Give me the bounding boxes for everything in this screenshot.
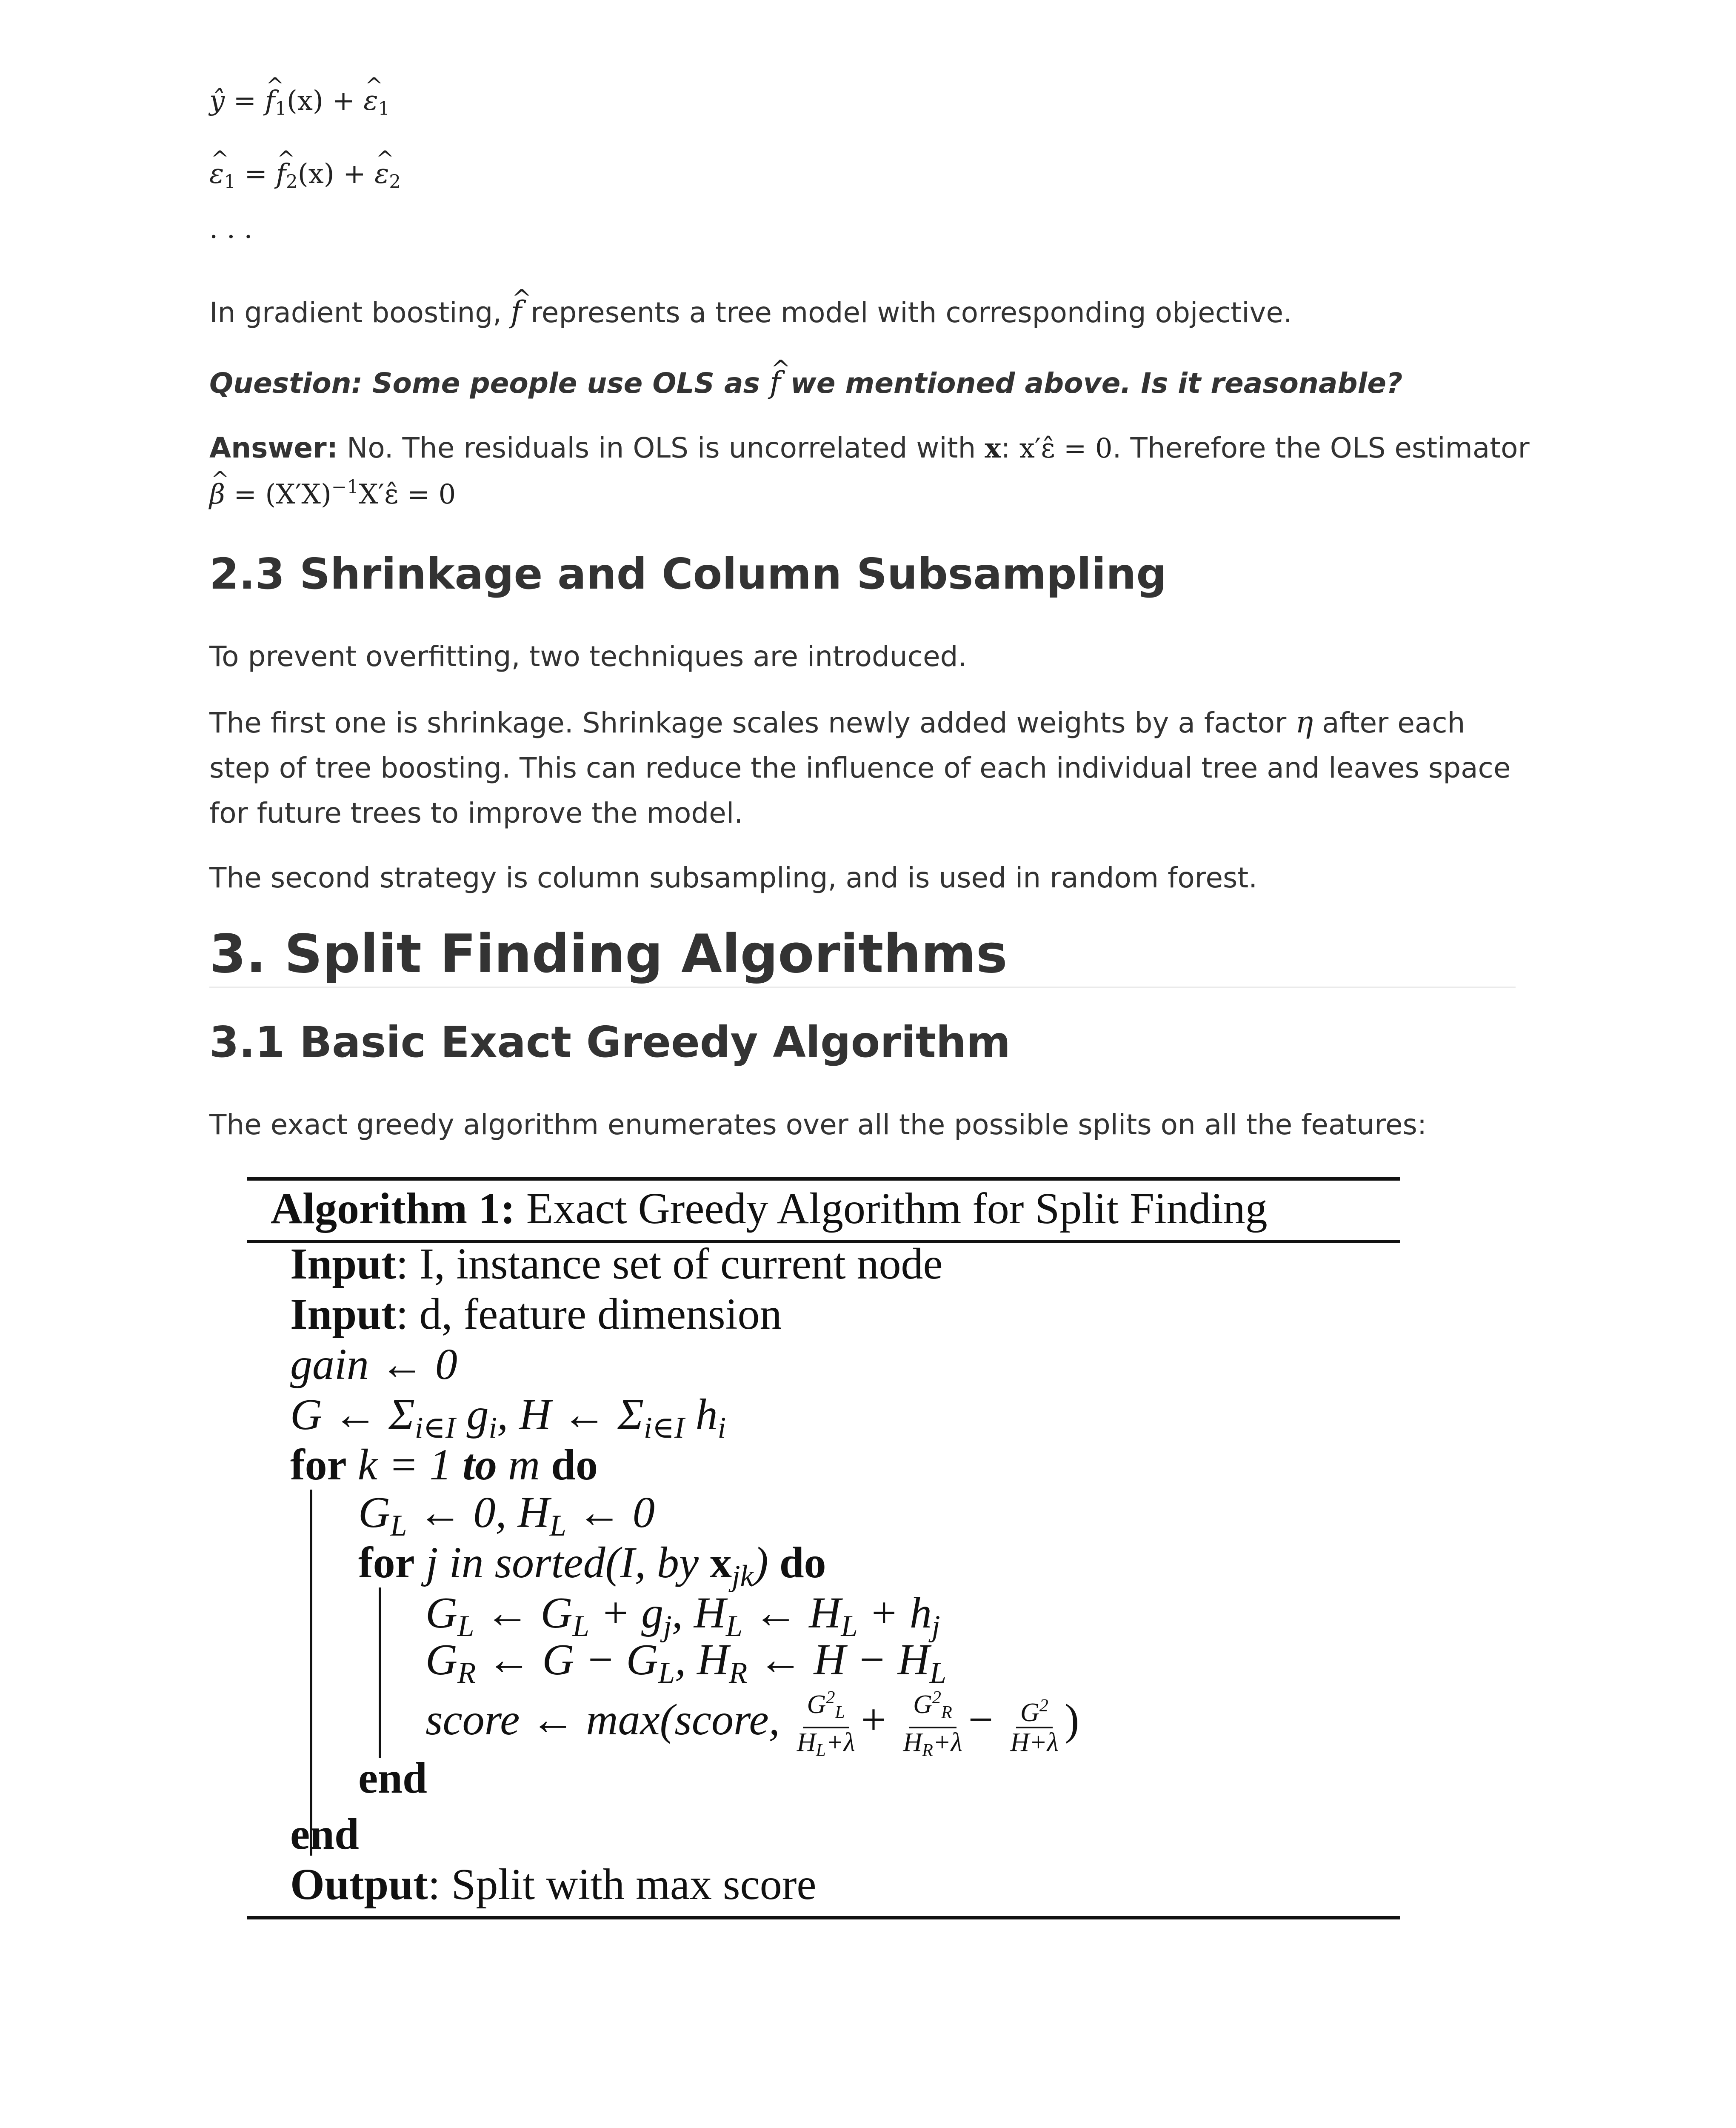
eq2-eps-sub: 2 xyxy=(389,172,401,193)
upd1-HL2-sub: L xyxy=(841,1609,858,1643)
algorithm-GL-HL-init xyxy=(358,1487,655,1543)
score-close-paren: ) xyxy=(1064,1695,1079,1744)
eq1-plus: + xyxy=(332,85,355,117)
inner-x: x xyxy=(710,1538,732,1587)
upd1-HL-sub: L xyxy=(725,1609,743,1643)
para-gb-after: represents a tree model with corresponding objective. xyxy=(522,296,1293,329)
algorithm-input-1 xyxy=(290,1238,943,1289)
eq1-eps-sub: 1 xyxy=(378,98,390,120)
upd1-G2: G xyxy=(540,1588,573,1637)
algorithm-score-update xyxy=(425,1684,1079,1765)
input-kw-1: Input xyxy=(290,1239,396,1288)
eq2-lhs: ^ ε xyxy=(209,158,224,190)
eq1-lhs: ŷ xyxy=(209,85,225,117)
algorithm-label: Algorithm 1: xyxy=(271,1184,515,1233)
algorithm-end-outer: end xyxy=(290,1810,359,1859)
frac2-num-sup: 2 xyxy=(932,1688,941,1708)
answer-math2-sup: −1 xyxy=(331,477,359,498)
frac-left xyxy=(797,1684,855,1765)
answer-line-1 xyxy=(209,426,1571,471)
frac2-den-tail: +λ xyxy=(933,1728,962,1757)
eq1-arg: (x) xyxy=(286,85,323,117)
section-3-heading: 3. Split Finding Algorithms xyxy=(209,924,1008,985)
inner-do-kw: do xyxy=(779,1538,826,1587)
answer-math1: x′ε̂ = 0 xyxy=(1019,433,1113,464)
eq2-plus: + xyxy=(343,158,366,190)
H-h-sub: i xyxy=(717,1411,726,1444)
para-shrink-before: The first one is shrinkage. Shrinkage scales newly added weights by a factor xyxy=(209,706,1296,739)
frac1-den-sub: L xyxy=(816,1740,826,1760)
para-second-strategy: The second strategy is column subsampling, and is used in random forest. xyxy=(209,861,1258,894)
input-kw-2: Input xyxy=(290,1290,396,1339)
upd1-GL-sub: L xyxy=(457,1609,474,1643)
algorithm-gain-init: gain ← 0 xyxy=(290,1340,457,1389)
output-text: : Split with max score xyxy=(428,1860,817,1909)
H-h: h xyxy=(684,1390,718,1439)
upd1-arrow-H: ← H xyxy=(742,1588,841,1637)
G-sum: G ← Σ xyxy=(290,1390,415,1439)
score-plus: + xyxy=(861,1695,886,1744)
G-g: g xyxy=(455,1390,489,1439)
algorithm-bottom-rule xyxy=(247,1916,1400,1919)
eq2-arg: (x) xyxy=(297,158,334,190)
algorithm-update-left: $G_L$ ← $G_L + g_j$, $H_L$ ← $H_L + h_j$ xyxy=(425,1588,940,1643)
init-H-sub: L xyxy=(549,1509,566,1542)
eq2-lhs-sub: 1 xyxy=(224,172,236,193)
init-rest: ← 0, H xyxy=(407,1488,550,1537)
inner-close: ) xyxy=(754,1538,779,1587)
inner-x-sub: jk xyxy=(732,1559,754,1593)
para-shrinkage xyxy=(209,700,1511,836)
frac1-den: H xyxy=(797,1728,816,1757)
upd2-G: G xyxy=(425,1635,458,1684)
equation-yhat xyxy=(209,85,390,120)
input-2-text: : d, feature dimension xyxy=(396,1290,782,1339)
upd1-GL2-sub: L xyxy=(572,1609,589,1643)
algorithm-title-text: Exact Greedy Algorithm for Split Finding xyxy=(515,1184,1268,1233)
frac2-num-sub: R xyxy=(941,1702,952,1722)
init-tail: ← 0 xyxy=(566,1488,655,1537)
frac2-den-sub: R xyxy=(922,1740,933,1760)
upd2-HL-sub: L xyxy=(929,1656,947,1690)
upd2-rest: ← G − G xyxy=(476,1635,658,1684)
upd1-plus-h: + h xyxy=(857,1588,932,1637)
frac3-num-sup: 2 xyxy=(1039,1695,1048,1716)
algorithm-end-inner: end xyxy=(358,1753,427,1802)
question-after: we mentioned above. Is it reasonable? xyxy=(780,367,1403,400)
input-1-text: : I, instance set of current node xyxy=(396,1239,943,1288)
upd1-plus-g: + g xyxy=(589,1588,664,1637)
to-kw: to xyxy=(463,1440,497,1489)
upd1-g-sub: j xyxy=(663,1609,672,1643)
answer-text1: No. The residuals in OLS is uncorrelated with xyxy=(338,432,985,464)
algorithm-outer-bar xyxy=(310,1490,312,1856)
eq2-eps: ^ ε xyxy=(374,158,389,190)
upd2-GR-sub: R xyxy=(457,1656,476,1690)
eq2-fhat: ^ f xyxy=(276,158,286,190)
for-kw: for xyxy=(290,1440,347,1489)
answer-math2-tail: X′ε̂ = 0 xyxy=(359,478,456,510)
algorithm-title xyxy=(271,1183,1268,1234)
question-text xyxy=(209,360,1571,406)
score-minus: − xyxy=(968,1695,994,1744)
frac3-den: H+λ xyxy=(1010,1728,1059,1757)
init-G-sub: L xyxy=(390,1509,407,1542)
eq1-equals: = xyxy=(233,85,257,117)
frac1-num-sub: L xyxy=(835,1702,845,1722)
init-G: G xyxy=(358,1488,391,1537)
para-gb-before: In gradient boosting, xyxy=(209,296,511,329)
upd2-H-rest: ← H − H xyxy=(747,1635,930,1684)
algorithm-inner-for xyxy=(358,1537,826,1593)
frac3-num: G xyxy=(1020,1698,1039,1727)
answer-x: x xyxy=(985,432,1001,464)
frac1-den-tail: +λ xyxy=(825,1728,855,1757)
question-fhat: ^ f xyxy=(770,360,781,405)
algorithm-update-right xyxy=(425,1634,946,1690)
frac-right xyxy=(903,1684,962,1765)
eq2-equals: = xyxy=(244,158,267,190)
H-sum: , H ← Σ xyxy=(497,1390,644,1439)
inner-for-text: j in sorted(I, by xyxy=(414,1538,710,1587)
algorithm-for-k xyxy=(290,1439,598,1490)
for-rest: k = 1 xyxy=(346,1440,463,1489)
algorithm-G-H-init xyxy=(290,1389,726,1445)
answer-colon: : xyxy=(1001,432,1019,464)
G-g-sub: i xyxy=(488,1411,497,1444)
answer-line-2 xyxy=(209,477,456,510)
score-lhs: score ← max(score, xyxy=(425,1695,780,1744)
G-sum-sub: i∈I xyxy=(414,1411,456,1444)
upd2-HR-sub: R xyxy=(729,1656,748,1690)
upd1-G: G xyxy=(425,1588,458,1637)
section-3-divider xyxy=(209,987,1516,988)
eq1-fsub: 1 xyxy=(275,98,287,120)
eq2-fsub: 2 xyxy=(286,172,298,193)
para-shrink-after: after each step of tree boosting. This can reduce the influence of each individual tree and leaves space for future trees to improve the model. xyxy=(209,706,1511,829)
frac1-num-sup: 2 xyxy=(826,1688,835,1708)
for-m: m xyxy=(497,1440,551,1489)
upd2-GL-sub: L xyxy=(658,1656,675,1690)
eq1-fhat: ^ f xyxy=(265,85,275,117)
do-kw: do xyxy=(551,1440,598,1489)
answer-beta: ^ β xyxy=(209,479,225,510)
question-before: Question: Some people use OLS as xyxy=(209,367,770,400)
algorithm-input-2 xyxy=(290,1289,782,1339)
frac2-num: G xyxy=(913,1690,932,1719)
para-gb-fhat: ^ f xyxy=(511,289,522,335)
algorithm-top-rule xyxy=(247,1177,1400,1181)
answer-math2-rest: = (X′X) xyxy=(225,478,331,510)
upd1-h-sub: j xyxy=(931,1609,940,1643)
section-3-1-heading: 3.1 Basic Exact Greedy Algorithm xyxy=(209,1017,1011,1067)
inner-for-kw: for xyxy=(358,1538,415,1587)
output-kw: Output xyxy=(290,1860,428,1909)
equation-eps1 xyxy=(209,158,401,193)
frac2-den: H xyxy=(903,1728,922,1757)
frac1-num: G xyxy=(807,1690,826,1719)
frac-total xyxy=(1010,1692,1058,1756)
upd1-H: , H xyxy=(671,1588,726,1637)
para-shrink-eta: η xyxy=(1295,705,1313,740)
answer-label: Answer: xyxy=(209,432,338,464)
algorithm-inner-bar xyxy=(379,1587,381,1758)
answer-text2: . Therefore the OLS estimator xyxy=(1112,432,1530,464)
H-sum-sub: i∈I xyxy=(644,1411,685,1444)
eq1-eps: ^ ε xyxy=(363,85,378,117)
para-gradient-boosting xyxy=(209,289,1528,335)
para-prevent-overfitting: To prevent overfitting, two techniques are introduced. xyxy=(209,640,967,673)
upd2-H: , H xyxy=(675,1635,729,1684)
para-exact-greedy: The exact greedy algorithm enumerates over all the possible splits on all the features: xyxy=(209,1108,1427,1141)
equation-ellipsis: · · · xyxy=(209,221,253,253)
section-2-3-heading: 2.3 Shrinkage and Column Subsampling xyxy=(209,549,1167,599)
algorithm-output xyxy=(290,1859,816,1910)
